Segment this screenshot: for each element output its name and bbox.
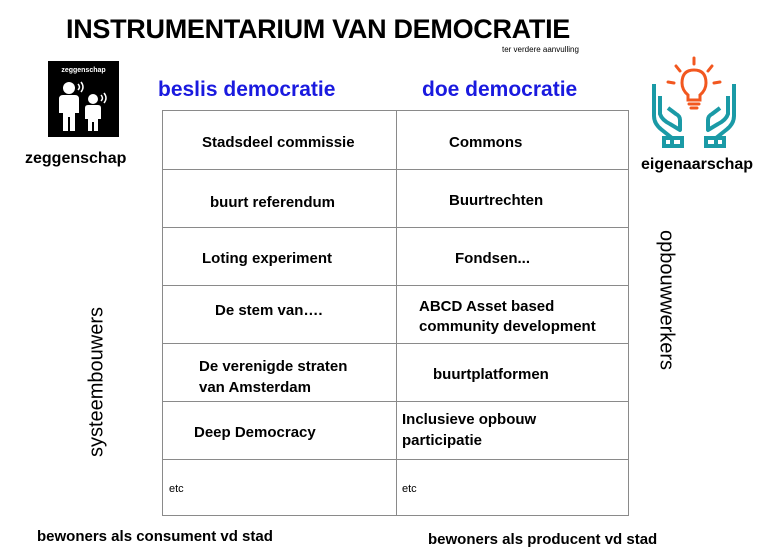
zeggenschap-label: zeggenschap (25, 150, 127, 167)
grid-cell: buurt referendum (210, 194, 336, 211)
grid-cell: Commons (449, 134, 523, 151)
grid-cell: community development (419, 318, 596, 335)
grid-divider (163, 401, 628, 402)
grid-cell: ABCD Asset based (419, 298, 555, 315)
grid-cell: De verenigde straten (199, 358, 348, 375)
column-header-doe: doe democratie (422, 78, 578, 101)
grid-divider (163, 459, 628, 460)
page-title: INSTRUMENTARIUM VAN DEMOCRATIE (66, 14, 570, 44)
instrument-grid (162, 110, 629, 516)
grid-cell: Stadsdeel commissie (202, 134, 355, 151)
grid-divider-vertical (396, 111, 397, 515)
grid-cell: buurtplatformen (433, 366, 549, 383)
zeggenschap-logo (48, 61, 119, 137)
grid-divider (163, 343, 628, 344)
grid-cell: Loting experiment (202, 250, 333, 267)
grid-cell: participatie (402, 432, 483, 449)
vertical-label-opbouwwerkers: opbouwwerkers (655, 229, 678, 371)
footer-consument: bewoners als consument vd stad (37, 528, 273, 545)
vertical-label-systeembouwers: systeembouwers (85, 306, 108, 458)
column-header-beslis: beslis democratie (158, 78, 336, 101)
logo-text: zeggenschap (61, 67, 106, 74)
grid-cell: etc (169, 483, 184, 495)
grid-cell: Deep Democracy (194, 424, 316, 441)
grid-cell: Fondsen... (455, 250, 530, 267)
grid-divider (163, 227, 628, 228)
speaking-people-icon (54, 79, 114, 133)
grid-cell: De stem van…. (215, 302, 323, 319)
page-subtitle: ter verdere aanvulling (502, 45, 579, 54)
grid-cell: Buurtrechten (449, 192, 544, 209)
hands-lightbulb-icon (646, 54, 742, 148)
grid-cell: Inclusieve opbouw (402, 411, 537, 428)
eigenaarschap-label: eigenaarschap (641, 156, 754, 173)
grid-divider (163, 285, 628, 286)
grid-divider (163, 169, 628, 170)
grid-cell: van Amsterdam (199, 379, 311, 396)
footer-producent: bewoners als producent vd stad (428, 531, 658, 548)
grid-cell: etc (402, 483, 417, 495)
